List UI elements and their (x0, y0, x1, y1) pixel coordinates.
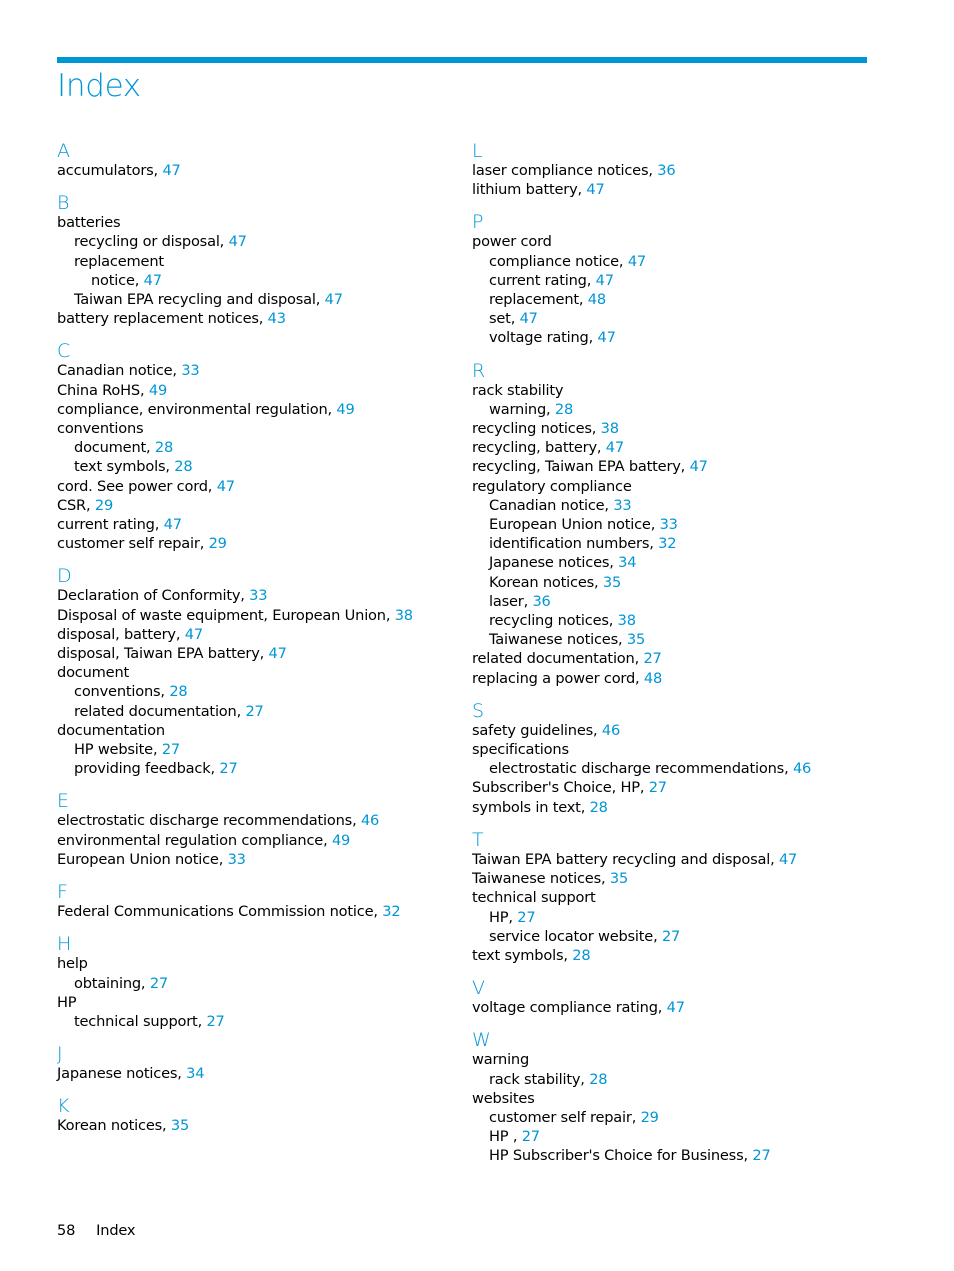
entry-text: identification numbers, (489, 535, 659, 553)
index-entry (57, 400, 457, 419)
entry-text: HP Subscriber's Choice for Business, (489, 1147, 753, 1165)
index-entry (472, 477, 912, 496)
index-section-t (472, 827, 912, 965)
page-link[interactable]: 27 (149, 974, 168, 992)
page-link[interactable]: 47 (689, 458, 708, 476)
index-entry (472, 180, 912, 199)
index-section-e (57, 788, 457, 869)
entry-text: environmental regulation compliance, (57, 831, 332, 849)
entry-text: warning (472, 1051, 530, 1069)
index-section-h (57, 931, 457, 1031)
index-entry (472, 721, 912, 740)
section-letter: V (472, 977, 485, 1000)
page-link[interactable]: 28 (169, 683, 188, 701)
entry-text: customer self repair, (57, 535, 209, 553)
page-link[interactable]: 27 (161, 741, 180, 759)
index-entry (57, 1116, 457, 1135)
page-link[interactable]: 47 (586, 181, 605, 199)
page-link[interactable]: 34 (186, 1065, 205, 1083)
page-link[interactable]: 47 (666, 999, 685, 1017)
index-section-v (472, 975, 912, 1017)
page-link[interactable]: 47 (162, 162, 181, 179)
page-link[interactable]: 35 (170, 1117, 190, 1135)
index-entry (57, 309, 457, 328)
index-entry (472, 1089, 912, 1108)
index-entry (57, 496, 457, 515)
index-section-j (57, 1041, 457, 1083)
entry-text: related documentation, (472, 650, 644, 668)
entry-text: obtaining, (74, 974, 150, 992)
entry-text: Federal Communications Commission notice, (57, 903, 383, 921)
index-entry (472, 592, 912, 611)
entry-text: replacing a power cord, (472, 669, 644, 687)
index-section-l (472, 138, 912, 199)
index-entry (57, 740, 457, 759)
index-entry (472, 515, 912, 534)
section-letter: W (472, 1029, 491, 1052)
index-entry (472, 252, 912, 271)
index-entry (57, 381, 457, 400)
index-entry (472, 927, 912, 946)
page-link[interactable]: 27 (648, 779, 667, 797)
section-letter: K (57, 1095, 70, 1118)
section-letter: D (57, 565, 72, 588)
index-section-p (472, 209, 912, 347)
index-section-s (472, 698, 912, 817)
entry-text: recycling notices, (489, 612, 618, 630)
page-link[interactable]: 28 (589, 1070, 608, 1088)
entry-text: replacement (74, 252, 164, 270)
entry-text: Canadian notice, (489, 496, 614, 514)
index-section-b (57, 190, 457, 328)
index-entry (472, 161, 912, 180)
index-entry (472, 290, 912, 309)
index-entry (57, 682, 457, 701)
entry-text: cord. See power cord, (57, 477, 217, 495)
page-link[interactable]: 38 (394, 606, 413, 624)
index-entry (472, 271, 912, 290)
index-section-a (57, 138, 457, 180)
entry-text: CSR, (57, 496, 95, 514)
entry-text: specifications (472, 741, 569, 759)
entry-text: document, (74, 439, 155, 457)
index-entry (57, 477, 457, 496)
page-link[interactable]: 33 (659, 516, 678, 534)
page-link[interactable]: 27 (521, 1128, 540, 1146)
page-link[interactable]: 49 (148, 381, 168, 399)
index-entry (472, 309, 912, 328)
entry-text: help (57, 955, 88, 973)
index-entry (472, 798, 912, 817)
section-letter: E (57, 790, 70, 813)
page-link[interactable]: 47 (324, 291, 343, 309)
page-link[interactable]: 47 (595, 271, 614, 289)
page-link[interactable]: 28 (554, 400, 574, 418)
page-link[interactable]: 27 (752, 1147, 771, 1165)
entry-text: electrostatic discharge recommendations, (57, 812, 361, 830)
page-footer (57, 1222, 135, 1239)
index-entry (57, 361, 457, 380)
entry-text: warning, (489, 400, 555, 418)
page-link[interactable]: 46 (792, 760, 812, 778)
page-link[interactable]: 47 (143, 271, 162, 289)
entry-text: Taiwanese notices, (489, 631, 627, 649)
index-entry (57, 702, 457, 721)
section-letter: L (472, 140, 483, 162)
index-entry (57, 1012, 457, 1031)
index-entry (472, 232, 912, 251)
index-entry (57, 290, 457, 309)
entry-text: replacement, (489, 291, 588, 309)
entry-text: text symbols, (74, 458, 175, 476)
index-entry (57, 625, 457, 644)
page-link[interactable]: 27 (643, 650, 662, 668)
page-link[interactable]: 47 (216, 477, 235, 495)
index-entry (472, 457, 912, 476)
index-entry (472, 740, 912, 759)
page-link[interactable]: 48 (643, 669, 663, 687)
page-link[interactable]: 47 (519, 310, 538, 328)
page-link[interactable]: 27 (517, 908, 536, 926)
index-entry (472, 1070, 912, 1089)
index-entry (472, 328, 912, 347)
index-entry (57, 213, 457, 232)
index-entry (472, 649, 912, 668)
entry-text: set, (489, 310, 520, 328)
entry-text: compliance, environmental regulation, (57, 400, 337, 418)
section-letter: P (472, 211, 484, 234)
page-link[interactable]: 32 (382, 903, 401, 921)
index-entry (57, 419, 457, 438)
page-link[interactable]: 35 (609, 870, 629, 888)
entry-text: voltage rating, (489, 329, 598, 347)
index-entry (57, 457, 457, 476)
index-entry (57, 811, 457, 830)
entry-text: document (57, 664, 130, 682)
entry-text: providing feedback, (74, 760, 220, 778)
index-entry (472, 850, 912, 869)
entry-text: batteries (57, 214, 121, 232)
section-letter: B (57, 192, 70, 215)
index-entry (57, 271, 457, 290)
index-entry (472, 496, 912, 515)
entry-text: current rating, (489, 271, 596, 289)
entry-text: disposal, battery, (57, 625, 185, 643)
page-title: Index (57, 68, 141, 104)
entry-text: regulatory compliance (472, 477, 632, 495)
page-link[interactable]: 27 (206, 1012, 225, 1030)
index-section-w (472, 1027, 912, 1165)
entry-text: related documentation, (74, 702, 246, 720)
index-entry (472, 669, 912, 688)
page-link[interactable]: 48 (587, 291, 606, 309)
index-entry (472, 946, 912, 965)
entry-text: recycling notices, (472, 420, 601, 438)
index-entry (57, 721, 457, 740)
entry-text: Korean notices, (57, 1117, 171, 1135)
entry-text: recycling, Taiwan EPA battery, (472, 458, 690, 476)
section-letter: T (472, 828, 484, 851)
section-letter: J (57, 1043, 63, 1066)
entry-text: documentation (57, 721, 165, 739)
index-section-c (57, 338, 457, 553)
entry-text: recycling or disposal, (74, 233, 229, 251)
entry-text: Japanese notices, (57, 1065, 187, 1083)
page-link[interactable]: 43 (267, 310, 286, 328)
page-link[interactable]: 36 (657, 162, 676, 179)
entry-text: Taiwan EPA battery recycling and disposal, (472, 850, 779, 868)
page-link[interactable]: 38 (617, 612, 636, 630)
page-link[interactable]: 49 (331, 831, 351, 849)
index-entry (472, 534, 912, 553)
index-entry (472, 630, 912, 649)
index-entry (57, 954, 457, 973)
page-link[interactable]: 46 (360, 812, 380, 830)
index-entry (57, 902, 457, 921)
page-link[interactable]: 32 (658, 535, 677, 553)
entry-text: accumulators, (57, 162, 163, 179)
entry-text: power cord (472, 233, 552, 251)
entry-text: China RoHS, (57, 381, 149, 399)
entry-text: Taiwan EPA recycling and disposal, (74, 291, 325, 309)
entry-text: HP (57, 993, 77, 1011)
page-number: 58 (57, 1222, 76, 1239)
index-entry (57, 534, 457, 553)
index-entry (57, 759, 457, 778)
page-link[interactable]: 38 (600, 420, 619, 438)
entry-text: Subscriber's Choice, HP, (472, 779, 649, 797)
entry-text: customer self repair, (489, 1108, 641, 1126)
page-link[interactable]: 46 (601, 721, 621, 739)
page-link[interactable]: 35 (602, 573, 622, 591)
entry-text: HP website, (74, 741, 162, 759)
entry-text: compliance notice, (489, 252, 628, 270)
index-column-left (57, 138, 457, 1146)
page-link[interactable]: 28 (572, 946, 591, 964)
page-link[interactable]: 28 (154, 439, 174, 457)
entry-text: technical support, (74, 1012, 207, 1030)
index-entry (57, 993, 457, 1012)
index-entry (472, 869, 912, 888)
section-letter: C (57, 340, 71, 363)
page-link[interactable]: 33 (227, 850, 246, 868)
page-link[interactable]: 35 (626, 631, 646, 649)
page-link[interactable]: 47 (228, 233, 247, 251)
index-entry (57, 663, 457, 682)
title-rule (57, 57, 867, 63)
section-letter: H (57, 933, 72, 956)
entry-text: service locator website, (489, 927, 662, 945)
entry-text: technical support (472, 889, 596, 907)
page-link[interactable]: 47 (268, 645, 287, 663)
index-entry (57, 974, 457, 993)
index-entry (472, 759, 912, 778)
page-link[interactable]: 29 (208, 535, 227, 553)
index-entry (57, 438, 457, 457)
entry-text: voltage compliance rating, (472, 999, 667, 1017)
page-link[interactable]: 29 (94, 496, 114, 514)
entry-text: battery replacement notices, (57, 310, 268, 328)
entry-text: laser, (489, 592, 533, 610)
section-letter: F (57, 881, 68, 904)
index-entry (57, 644, 457, 663)
index-entry (57, 1064, 457, 1083)
index-entry (472, 778, 912, 797)
index-section-f (57, 879, 457, 921)
index-entry (57, 232, 457, 251)
index-entry (472, 381, 912, 400)
section-letter: A (57, 140, 70, 162)
index-entry (472, 400, 912, 419)
entry-text: text symbols, (472, 946, 573, 964)
entry-text: Disposal of waste equipment, European Union, (57, 606, 395, 624)
entry-text: HP, (489, 908, 518, 926)
index-entry (472, 419, 912, 438)
entry-text: rack stability, (489, 1070, 590, 1088)
page-link[interactable]: 47 (597, 329, 616, 347)
index-entry (57, 850, 457, 869)
entry-text: lithium battery, (472, 181, 587, 199)
index-section-k (57, 1093, 457, 1135)
entry-text: symbols in text, (472, 798, 590, 816)
entry-text: current rating, (57, 516, 164, 534)
entry-text: Declaration of Conformity, (57, 587, 250, 605)
index-entry (472, 1146, 912, 1165)
index-entry (57, 161, 457, 180)
page-link[interactable]: 33 (249, 587, 268, 605)
index-entry (57, 606, 457, 625)
page-link[interactable]: 47 (184, 625, 203, 643)
index-section-d (57, 563, 457, 778)
page-link[interactable]: 49 (336, 400, 355, 418)
page-link[interactable]: 47 (605, 439, 624, 457)
entry-text: Taiwanese notices, (472, 870, 610, 888)
entry-text: websites (472, 1089, 535, 1107)
entry-text: notice, (91, 271, 144, 289)
index-entry (472, 908, 912, 927)
entry-text: Japanese notices, (489, 554, 619, 572)
entry-text: conventions (57, 420, 144, 438)
entry-text: Canadian notice, (57, 362, 182, 380)
index-entry (472, 1127, 912, 1146)
index-entry (472, 998, 912, 1017)
index-entry (472, 573, 912, 592)
index-entry (57, 586, 457, 605)
section-letter: S (472, 699, 485, 722)
page-link[interactable]: 47 (778, 850, 798, 868)
index-entry (472, 611, 912, 630)
entry-text: electrostatic discharge recommendations, (489, 760, 793, 778)
index-entry (57, 831, 457, 850)
index-entry (472, 1050, 912, 1069)
footer-label: Index (96, 1222, 136, 1239)
page-link[interactable]: 29 (640, 1108, 659, 1126)
entry-text: European Union notice, (489, 516, 660, 534)
entry-text: recycling, battery, (472, 439, 606, 457)
page-link[interactable]: 27 (219, 760, 238, 778)
entry-text: rack stability (472, 381, 564, 399)
entry-text: HP , (489, 1128, 522, 1146)
index-entry (472, 438, 912, 457)
entry-text: disposal, Taiwan EPA battery, (57, 645, 269, 663)
page-link[interactable]: 33 (613, 496, 632, 514)
index-section-r (472, 358, 912, 688)
page-link[interactable]: 27 (661, 927, 681, 945)
entry-text: European Union notice, (57, 850, 228, 868)
entry-text: Korean notices, (489, 573, 603, 591)
page-link[interactable]: 34 (618, 554, 637, 572)
page-link[interactable]: 33 (181, 362, 200, 380)
page-link[interactable]: 28 (589, 798, 608, 816)
page-link[interactable]: 27 (245, 702, 264, 720)
index-entry (57, 252, 457, 271)
page-link[interactable]: 47 (163, 516, 182, 534)
page-link[interactable]: 28 (174, 458, 193, 476)
page-link[interactable]: 36 (532, 592, 551, 610)
index-entry (472, 888, 912, 907)
page-link[interactable]: 47 (627, 252, 646, 270)
entry-text: conventions, (74, 683, 170, 701)
index-entry (472, 553, 912, 572)
entry-text: laser compliance notices, (472, 162, 658, 179)
index-entry (472, 1108, 912, 1127)
index-column-right (472, 138, 912, 1176)
entry-text: safety guidelines, (472, 721, 602, 739)
section-letter: R (472, 359, 486, 382)
index-entry (57, 515, 457, 534)
